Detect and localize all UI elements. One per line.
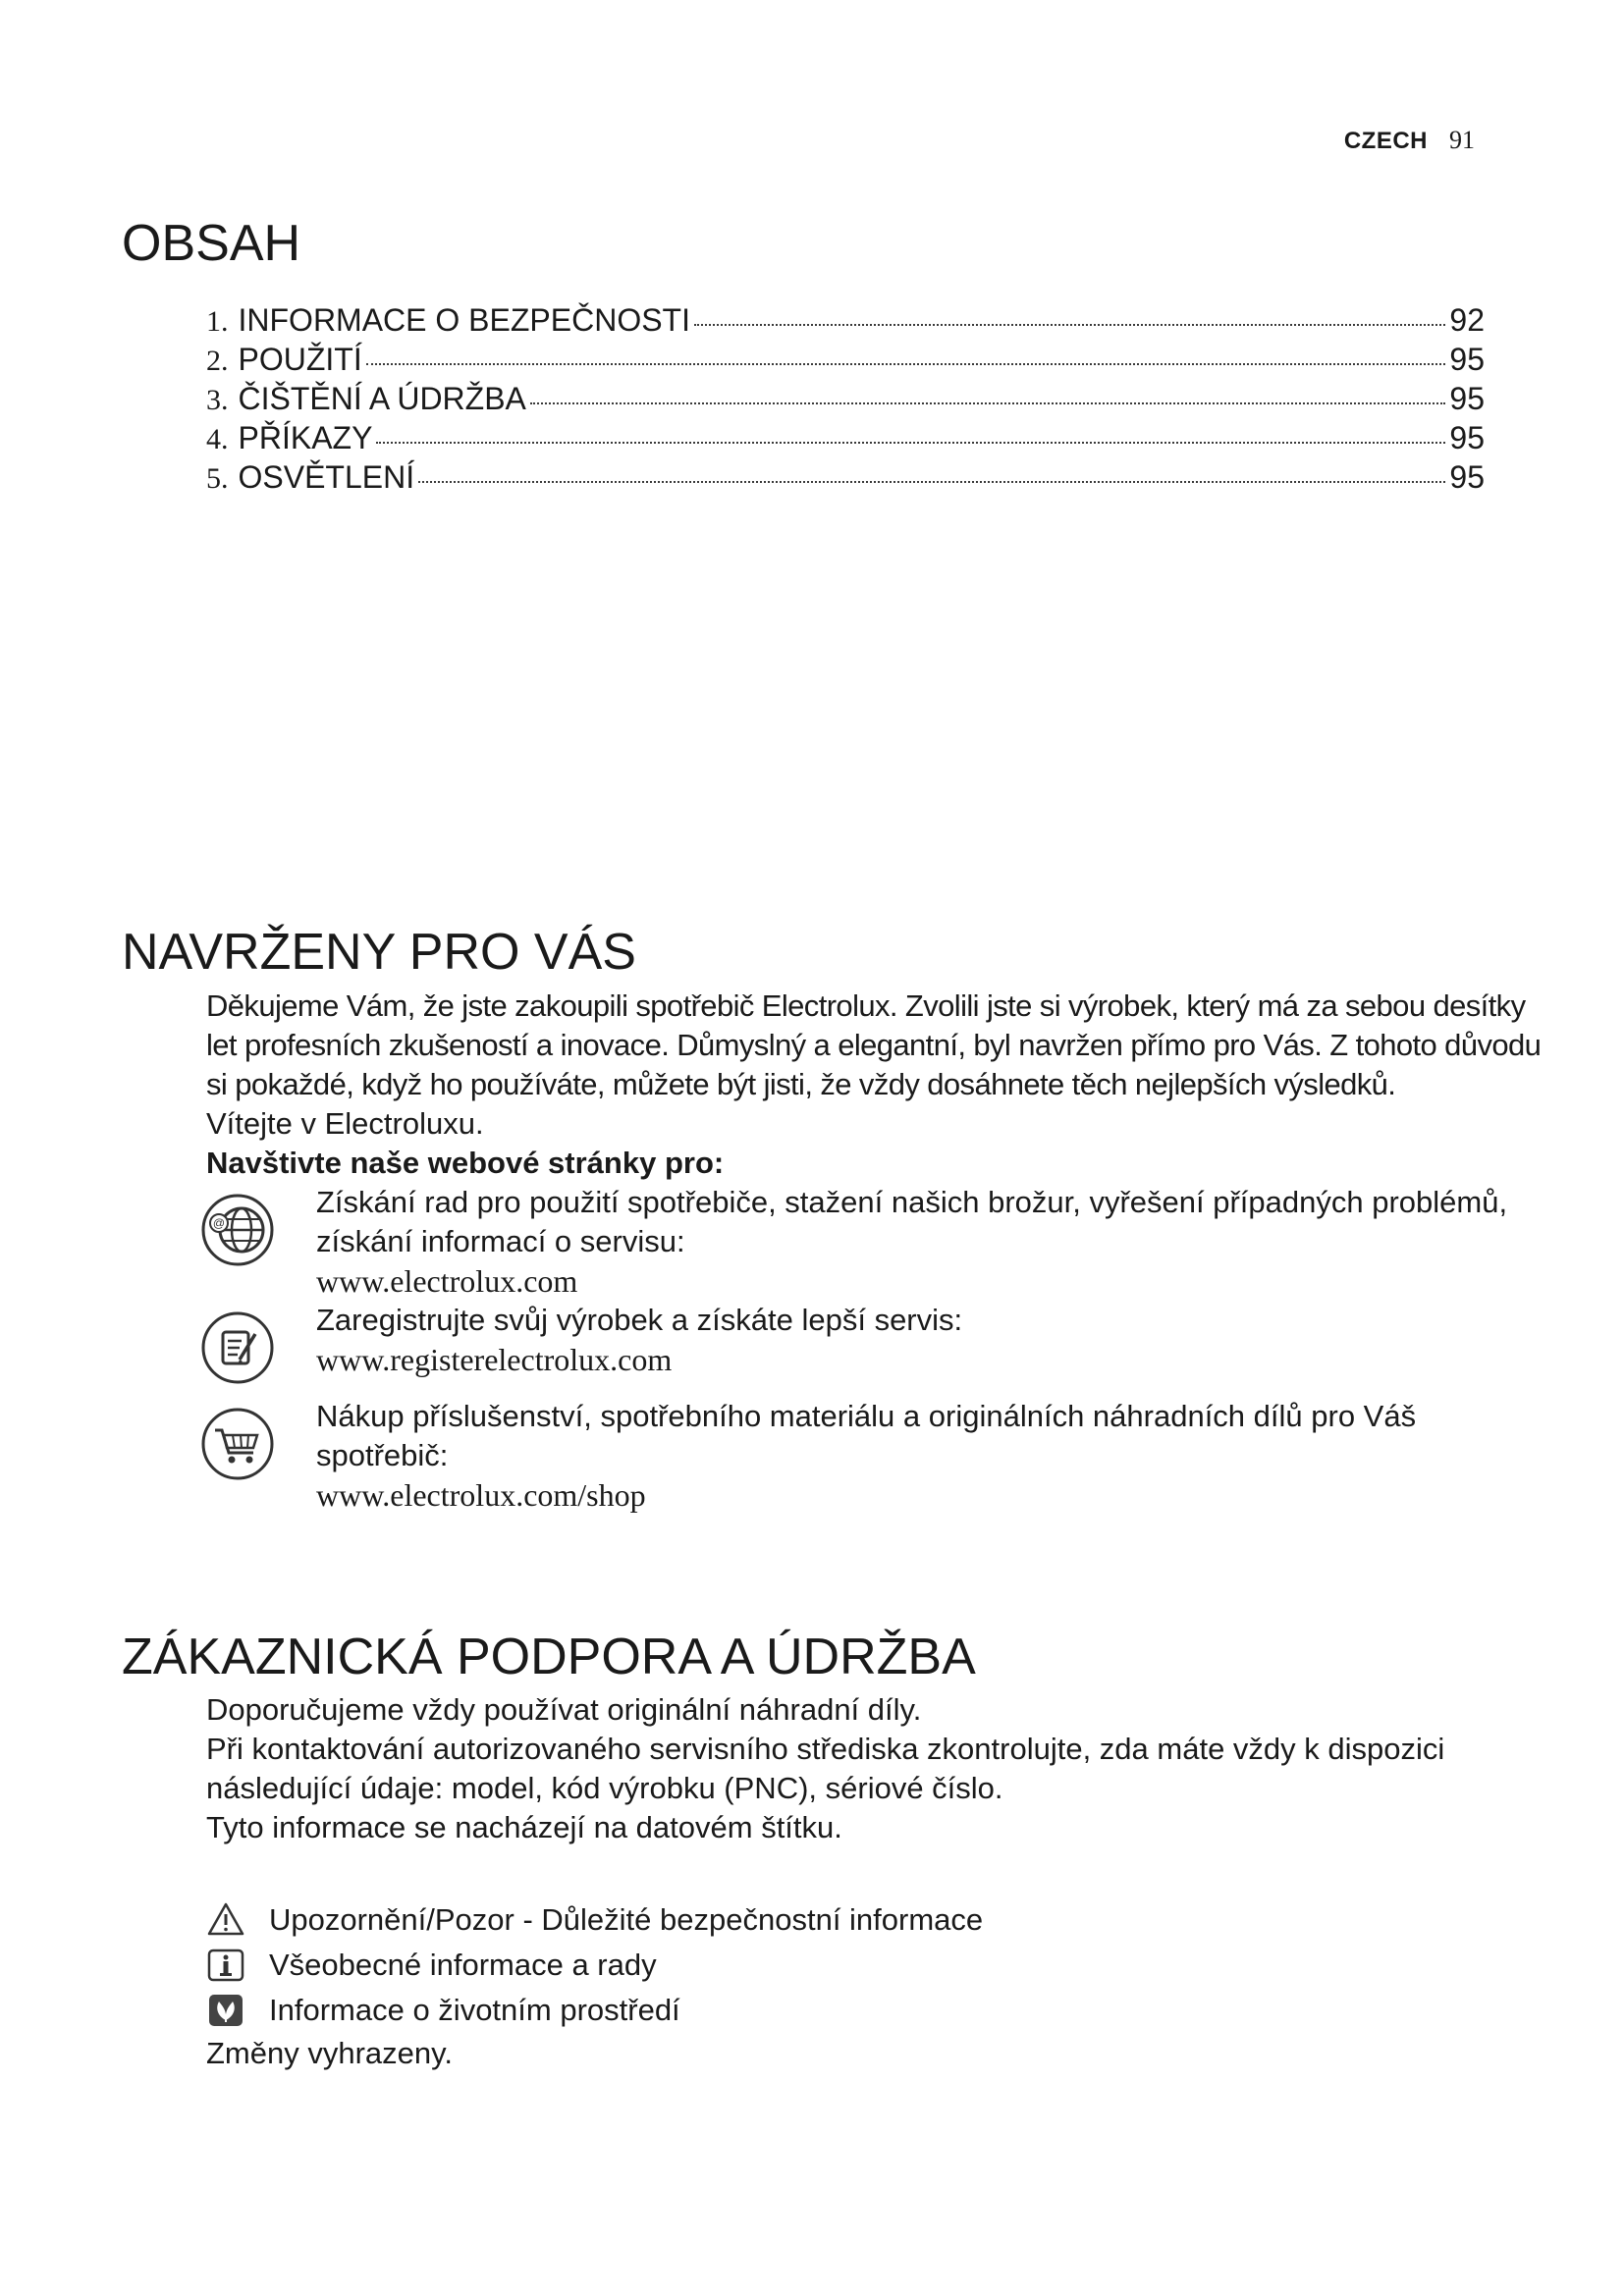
warning-triangle-icon xyxy=(206,1900,245,1940)
register-form-icon xyxy=(198,1301,293,1397)
toc-item-page: 95 xyxy=(1449,342,1485,377)
support-line: Při kontaktování autorizovaného servisního střediska zkontrolujte, zda máte vždy k dispozici následující údaje: model, kód výrobku (PNC), sériové číslo. xyxy=(206,1732,1445,1805)
legend-text: Informace o životním prostředí xyxy=(269,1993,680,2027)
environment-icon xyxy=(206,1991,245,2030)
legend-text: Všeobecné informace a rady xyxy=(269,1948,657,1982)
intro-paragraph: Děkujeme Vám, že jste zakoupili spotřebič Electrolux. Zvolili jste si výrobek, který má za sebou desítky let profesních zkušeností a inovace. Důmyslný a elegantní, byl navržen přímo pro Vás. Z tohoto důvodu si pokaždé, když ho používáte, můžete být jisti, že vždy dosáhnete těch nejlepších výsledků. xyxy=(206,988,1542,1101)
legend-text: Upozornění/Pozor - Důležité bezpečnostní informace xyxy=(269,1902,984,1937)
customer-support-section xyxy=(206,1690,1542,2073)
toc-item-label: POUŽITÍ xyxy=(238,342,362,377)
toc-item-number: 1. xyxy=(206,305,229,338)
toc-item-label: INFORMACE O BEZPEČNOSTI xyxy=(238,302,690,338)
page-number: 91 xyxy=(1449,126,1475,154)
register-link[interactable]: www.registerelectrolux.com xyxy=(316,1342,673,1377)
support-line: Doporučujeme vždy používat originální náhradní díly. xyxy=(206,1692,922,1727)
welcome-line: Vítejte v Electroluxu. xyxy=(206,1106,484,1141)
web-item-description: Nákup příslušenství, spotřebního materiálu a originálních náhradních dílů pro Váš spotřebič: xyxy=(316,1399,1417,1472)
toc-dot-leader xyxy=(376,441,1445,444)
table-of-contents xyxy=(206,302,1485,499)
toc-item-number: 5. xyxy=(206,462,229,495)
symbol-legend xyxy=(206,1898,1542,2032)
page-header xyxy=(1344,126,1475,155)
legend-item xyxy=(206,1989,1542,2032)
svg-text:@: @ xyxy=(212,1216,226,1230)
customer-support-title: ZÁKAZNICKÁ PODPORA A ÚDRŽBA xyxy=(122,1629,976,1685)
shopping-cart-icon xyxy=(198,1397,293,1493)
toc-item-label: PŘÍKAZY xyxy=(238,420,373,455)
page-language: CZECH xyxy=(1343,128,1428,154)
globe-web-icon xyxy=(198,1183,293,1279)
electrolux-link[interactable]: www.electrolux.com xyxy=(316,1263,578,1299)
designed-for-you-title: NAVRŽENY PRO VÁS xyxy=(122,924,636,981)
toc-item-page: 92 xyxy=(1449,302,1485,338)
toc-item[interactable] xyxy=(206,381,1485,420)
toc-item-page: 95 xyxy=(1449,420,1485,455)
web-item-description: Zaregistrujte svůj výrobek a získáte lepší servis: xyxy=(316,1303,963,1337)
toc-dot-leader xyxy=(530,401,1446,404)
toc-item-label: OSVĚTLENÍ xyxy=(238,459,415,495)
shop-link[interactable]: www.electrolux.com/shop xyxy=(316,1477,646,1513)
web-service-item xyxy=(198,1301,1542,1397)
toc-item-label: ČIŠTĚNÍ A ÚDRŽBA xyxy=(238,381,526,416)
visit-website-heading: Navštivte naše webové stránky pro: xyxy=(206,1146,725,1180)
changes-reserved-note: Změny vyhrazeny. xyxy=(206,2036,453,2070)
toc-dot-leader xyxy=(418,480,1445,483)
info-icon xyxy=(206,1946,245,1985)
toc-title: OBSAH xyxy=(122,215,301,272)
legend-item xyxy=(206,1944,1542,1987)
toc-dot-leader xyxy=(366,362,1446,365)
toc-item[interactable] xyxy=(206,459,1485,499)
toc-item-number: 2. xyxy=(206,345,229,377)
toc-dot-leader xyxy=(694,323,1445,326)
toc-item[interactable] xyxy=(206,302,1485,342)
toc-item[interactable] xyxy=(206,420,1485,459)
web-service-item xyxy=(198,1183,1542,1301)
designed-for-you-section xyxy=(206,987,1542,1515)
legend-item xyxy=(206,1898,1542,1942)
web-service-item xyxy=(198,1397,1542,1515)
toc-item-number: 4. xyxy=(206,423,229,455)
toc-item[interactable] xyxy=(206,342,1485,381)
web-item-description: Získání rad pro použití spotřebiče, stažení našich brožur, vyřešení případných problémů, získání informací o servisu: xyxy=(316,1185,1508,1258)
toc-item-number: 3. xyxy=(206,384,229,416)
toc-item-page: 95 xyxy=(1449,381,1485,416)
support-line: Tyto informace se nacházejí na datovém štítku. xyxy=(206,1810,842,1844)
toc-item-page: 95 xyxy=(1449,459,1485,495)
